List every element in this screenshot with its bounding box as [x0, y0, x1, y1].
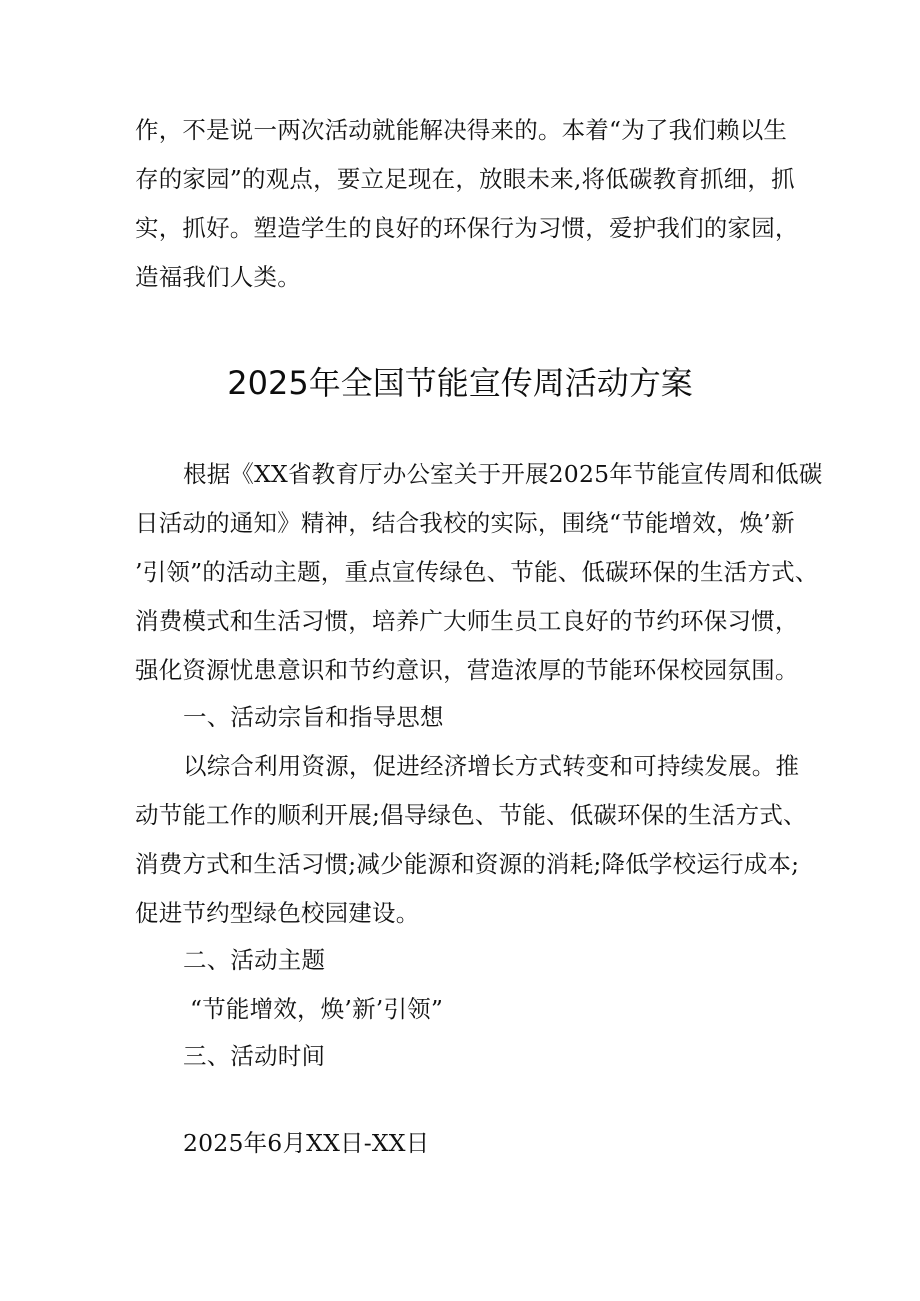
- preamble-line: 强化资源忧患意识和节约意识，营造浓厚的节能环保校园氛围。: [135, 656, 799, 684]
- intro-line: 实，抓好。塑造学生的良好的环保行为习惯，爱护我们的家园，: [135, 214, 799, 242]
- section1-line: 以综合利用资源，促进经济增长方式转变和可持续发展。推: [183, 752, 800, 780]
- section1-line: 促进节约型绿色校园建设。: [135, 899, 420, 927]
- section1-line: 动节能工作的顺利开展;倡导绿色、节能、低碳环保的生活方式、: [135, 801, 807, 829]
- document-title: 2025年全国节能宣传周活动方案: [227, 364, 693, 402]
- preamble-line: 根据《XX省教育厅办公室关于开展2025年节能宣传周和低碳: [183, 460, 823, 488]
- section-heading-time: 三、活动时间: [183, 1042, 326, 1070]
- preamble-line: 消费模式和生活习惯，培养广大师生员工良好的节约环保习惯，: [135, 607, 799, 635]
- intro-line: 存的家园”的观点，要立足现在，放眼未来,将低碳教育抓细，抓: [135, 165, 795, 193]
- section-heading-theme: 二、活动主题: [183, 946, 326, 974]
- section-heading-purpose: 一、活动宗旨和指导思想: [183, 703, 444, 731]
- intro-line: 造福我们人类。: [135, 263, 301, 291]
- activity-date: 2025年6月XX日-XX日: [183, 1129, 430, 1157]
- intro-line: 作，不是说一两次活动就能解决得来的。本着“为了我们赖以生: [135, 116, 788, 144]
- activity-theme: “节能增效，焕’新’引领”: [190, 995, 444, 1023]
- preamble-line: 日活动的通知》精神，结合我校的实际，围绕“节能增效，焕’新: [135, 509, 795, 537]
- preamble-line: ’引领”的活动主题，重点宣传绿色、节能、低碳环保的生活方式、: [135, 558, 819, 586]
- section1-line: 消费方式和生活习惯;减少能源和资源的消耗;降低学校运行成本;: [135, 850, 800, 878]
